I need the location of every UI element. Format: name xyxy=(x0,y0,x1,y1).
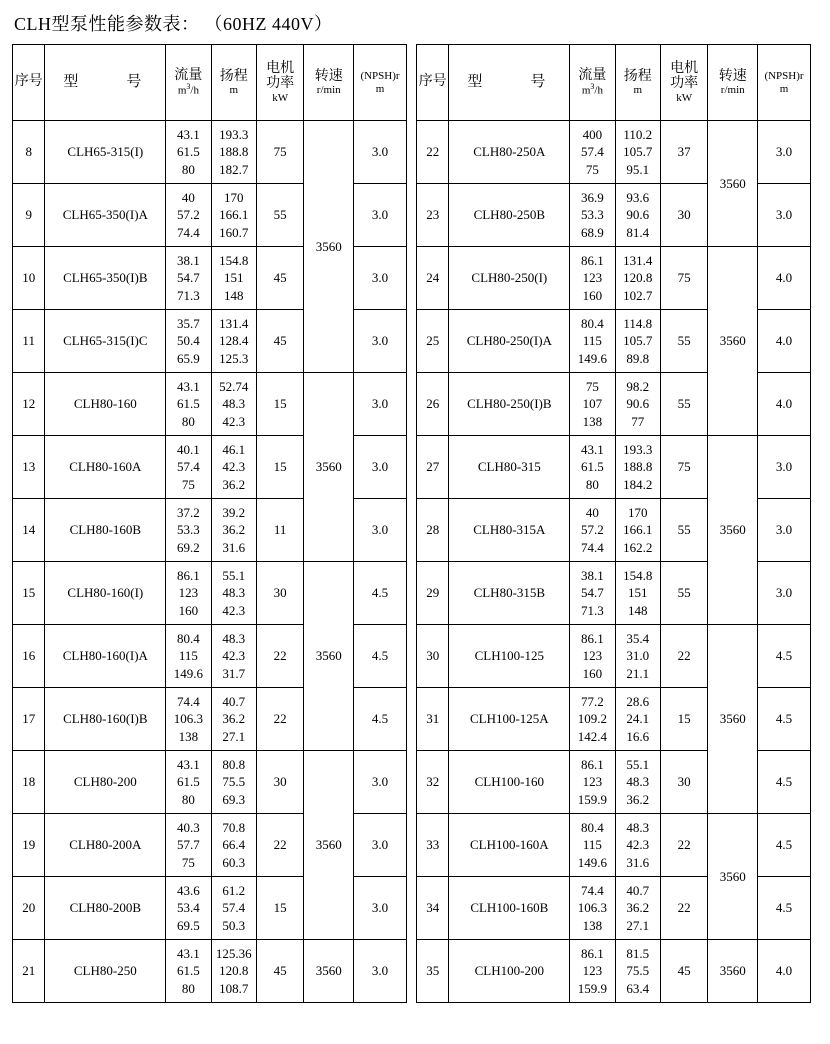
cell-npsh: 3.0 xyxy=(354,436,407,499)
cell-model: CLH65-350(I)B xyxy=(45,247,166,310)
cell-head: 48.3 42.3 31.6 xyxy=(615,814,660,877)
cell-speed: 3560 xyxy=(708,940,758,1003)
cell-power: 30 xyxy=(660,184,707,247)
cell-head: 170 166.1 160.7 xyxy=(211,184,256,247)
cell-model: CLH65-315(I) xyxy=(45,121,166,184)
cell-head: 114.8 105.7 89.8 xyxy=(615,310,660,373)
cell-seq: 10 xyxy=(13,247,45,310)
cell-power: 75 xyxy=(256,121,303,184)
cell-head: 131.4 120.8 102.7 xyxy=(615,247,660,310)
cell-npsh: 3.0 xyxy=(354,940,407,1003)
cell-head: 170 166.1 162.2 xyxy=(615,499,660,562)
cell-flow: 80.4 115 149.6 xyxy=(570,310,615,373)
cell-power: 30 xyxy=(256,562,303,625)
cell-npsh: 4.5 xyxy=(354,625,407,688)
header-power: 电机 功率 kW xyxy=(256,45,303,121)
cell-head: 193.3 188.8 182.7 xyxy=(211,121,256,184)
cell-head: 46.1 42.3 36.2 xyxy=(211,436,256,499)
cell-power: 22 xyxy=(660,877,707,940)
cell-npsh: 4.5 xyxy=(758,625,811,688)
cell-head: 40.7 36.2 27.1 xyxy=(211,688,256,751)
table-row xyxy=(13,373,407,436)
cell-npsh: 4.5 xyxy=(758,751,811,814)
table-body-left xyxy=(13,121,407,1003)
cell-model: CLH80-315 xyxy=(449,436,570,499)
cell-npsh: 4.5 xyxy=(354,688,407,751)
cell-seq: 20 xyxy=(13,877,45,940)
cell-flow: 35.7 50.4 65.9 xyxy=(166,310,211,373)
cell-flow: 38.1 54.7 71.3 xyxy=(166,247,211,310)
cell-power: 55 xyxy=(660,499,707,562)
cell-flow: 80.4 115 149.6 xyxy=(570,814,615,877)
performance-table-right xyxy=(416,44,811,1003)
cell-head: 154.8 151 148 xyxy=(615,562,660,625)
table-row xyxy=(417,121,811,184)
cell-model: CLH80-160B xyxy=(45,499,166,562)
cell-head: 55.1 48.3 42.3 xyxy=(211,562,256,625)
cell-npsh: 4.5 xyxy=(758,688,811,751)
cell-model: CLH100-125A xyxy=(449,688,570,751)
cell-model: CLH100-160B xyxy=(449,877,570,940)
header-speed: 转速 r/min xyxy=(708,45,758,121)
cell-speed: 3560 xyxy=(304,373,354,562)
cell-power: 37 xyxy=(660,121,707,184)
cell-flow: 40.3 57.7 75 xyxy=(166,814,211,877)
cell-head: 55.1 48.3 36.2 xyxy=(615,751,660,814)
cell-seq: 23 xyxy=(417,184,449,247)
cell-power: 75 xyxy=(660,247,707,310)
performance-table-left xyxy=(12,44,407,1003)
cell-seq: 15 xyxy=(13,562,45,625)
cell-flow: 75 107 138 xyxy=(570,373,615,436)
cell-speed: 3560 xyxy=(304,751,354,940)
cell-npsh: 3.0 xyxy=(354,121,407,184)
header-seq xyxy=(13,45,45,121)
cell-flow: 37.2 53.3 69.2 xyxy=(166,499,211,562)
cell-head: 193.3 188.8 184.2 xyxy=(615,436,660,499)
cell-seq: 32 xyxy=(417,751,449,814)
cell-flow: 43.1 61.5 80 xyxy=(166,373,211,436)
header-power-label: 电机 xyxy=(266,60,295,76)
cell-flow: 43.1 61.5 80 xyxy=(570,436,615,499)
cell-seq: 9 xyxy=(13,184,45,247)
cell-flow: 86.1 123 159.9 xyxy=(570,940,615,1003)
cell-npsh: 4.0 xyxy=(758,247,811,310)
cell-model: CLH65-315(I)C xyxy=(45,310,166,373)
header-flow-unit: $m^3/h$ xyxy=(177,82,199,97)
cell-flow: 74.4 106.3 138 xyxy=(166,688,211,751)
table-row xyxy=(417,247,811,310)
cell-power: 15 xyxy=(256,373,303,436)
cell-power: 22 xyxy=(256,625,303,688)
cell-seq: 28 xyxy=(417,499,449,562)
header-flow: 流量 $m^3/h$ xyxy=(570,45,615,121)
table-row xyxy=(417,625,811,688)
header-model: 型 号 xyxy=(45,45,166,121)
cell-seq: 11 xyxy=(13,310,45,373)
cell-speed: 3560 xyxy=(304,562,354,751)
cell-seq: 14 xyxy=(13,499,45,562)
cell-flow: 43.1 61.5 80 xyxy=(166,751,211,814)
cell-power: 45 xyxy=(256,310,303,373)
cell-npsh: 3.0 xyxy=(758,499,811,562)
cell-power: 55 xyxy=(660,373,707,436)
cell-flow: 43.6 53.4 69.5 xyxy=(166,877,211,940)
cell-speed: 3560 xyxy=(304,121,354,373)
cell-model: CLH80-200B xyxy=(45,877,166,940)
cell-flow: 40 57.2 74.4 xyxy=(570,499,615,562)
cell-model: CLH80-315B xyxy=(449,562,570,625)
table-row xyxy=(13,121,407,184)
cell-flow: 86.1 123 160 xyxy=(570,625,615,688)
cell-power: 30 xyxy=(660,751,707,814)
cell-seq: 24 xyxy=(417,247,449,310)
header-flow: 流量 $m^3/h$ xyxy=(166,45,211,121)
header-head: 扬程 m xyxy=(211,45,256,121)
header-seq-line1: 序号 xyxy=(14,74,43,90)
cell-power: 55 xyxy=(660,310,707,373)
cell-npsh: 3.0 xyxy=(758,121,811,184)
cell-seq: 21 xyxy=(13,940,45,1003)
cell-model: CLH80-160A xyxy=(45,436,166,499)
cell-npsh: 4.0 xyxy=(758,310,811,373)
cell-seq: 18 xyxy=(13,751,45,814)
cell-power: 22 xyxy=(660,625,707,688)
cell-power: 22 xyxy=(660,814,707,877)
header-model: 型 号 xyxy=(449,45,570,121)
cell-model: CLH80-200A xyxy=(45,814,166,877)
cell-power: 55 xyxy=(256,184,303,247)
cell-flow: 80.4 115 149.6 xyxy=(166,625,211,688)
cell-power: 45 xyxy=(256,940,303,1003)
cell-head: 39.2 36.2 31.6 xyxy=(211,499,256,562)
cell-seq: 34 xyxy=(417,877,449,940)
cell-npsh: 4.5 xyxy=(758,814,811,877)
cell-flow: 38.1 54.7 71.3 xyxy=(570,562,615,625)
table-row xyxy=(417,814,811,877)
cell-model: CLH80-250(I) xyxy=(449,247,570,310)
cell-flow: 86.1 123 160 xyxy=(166,562,211,625)
cell-model: CLH100-160A xyxy=(449,814,570,877)
header-power-label: 电机 xyxy=(670,60,699,76)
table-row xyxy=(417,436,811,499)
cell-npsh: 3.0 xyxy=(354,373,407,436)
cell-model: CLH80-160(I)A xyxy=(45,625,166,688)
cell-npsh: 3.0 xyxy=(758,184,811,247)
cell-power: 45 xyxy=(256,247,303,310)
cell-head: 48.3 42.3 31.7 xyxy=(211,625,256,688)
cell-model: CLH80-250 xyxy=(45,940,166,1003)
header-power-label2: 功率 xyxy=(266,76,295,92)
cell-npsh: 3.0 xyxy=(354,499,407,562)
cell-power: 75 xyxy=(660,436,707,499)
cell-head: 125.36 120.8 108.7 xyxy=(211,940,256,1003)
cell-speed: 3560 xyxy=(304,940,354,1003)
cell-flow: 43.1 61.5 80 xyxy=(166,940,211,1003)
cell-model: CLH65-350(I)A xyxy=(45,184,166,247)
cell-npsh: 3.0 xyxy=(354,751,407,814)
table-body-right xyxy=(417,121,811,1003)
cell-seq: 22 xyxy=(417,121,449,184)
cell-seq: 16 xyxy=(13,625,45,688)
table-header-left xyxy=(13,45,407,121)
cell-speed: 3560 xyxy=(708,625,758,814)
table-row xyxy=(13,562,407,625)
table-row xyxy=(13,940,407,1003)
table-header-right xyxy=(417,45,811,121)
page-title: CLH型泵性能参数表： （60HZ 440V） xyxy=(14,14,333,34)
cell-power: 22 xyxy=(256,814,303,877)
cell-power: 55 xyxy=(660,562,707,625)
cell-head: 93.6 90.6 81.4 xyxy=(615,184,660,247)
cell-seq: 33 xyxy=(417,814,449,877)
cell-npsh: 3.0 xyxy=(354,247,407,310)
header-speed: 转速 r/min xyxy=(304,45,354,121)
cell-npsh: 3.0 xyxy=(354,310,407,373)
cell-power: 15 xyxy=(256,877,303,940)
cell-speed: 3560 xyxy=(708,121,758,247)
header-flow-unit: $m^3/h$ xyxy=(581,82,603,97)
header-npsh: (NPSH)r m xyxy=(758,45,811,121)
cell-head: 98.2 90.6 77 xyxy=(615,373,660,436)
cell-flow: 77.2 109.2 142.4 xyxy=(570,688,615,751)
cell-npsh: 4.5 xyxy=(758,877,811,940)
cell-npsh: 4.0 xyxy=(758,373,811,436)
cell-power: 15 xyxy=(660,688,707,751)
cell-power: 11 xyxy=(256,499,303,562)
cell-model: CLH80-160 xyxy=(45,373,166,436)
cell-seq: 35 xyxy=(417,940,449,1003)
cell-flow: 86.1 123 159.9 xyxy=(570,751,615,814)
cell-seq: 27 xyxy=(417,436,449,499)
cell-model: CLH80-250(I)A xyxy=(449,310,570,373)
cell-seq: 25 xyxy=(417,310,449,373)
cell-model: CLH80-160(I) xyxy=(45,562,166,625)
cell-flow: 74.4 106.3 138 xyxy=(570,877,615,940)
cell-head: 40.7 36.2 27.1 xyxy=(615,877,660,940)
cell-model: CLH80-200 xyxy=(45,751,166,814)
table-row xyxy=(417,940,811,1003)
cell-npsh: 3.0 xyxy=(354,814,407,877)
cell-head: 154.8 151 148 xyxy=(211,247,256,310)
cell-seq: 30 xyxy=(417,625,449,688)
cell-npsh: 3.0 xyxy=(758,436,811,499)
cell-seq: 19 xyxy=(13,814,45,877)
cell-speed: 3560 xyxy=(708,436,758,625)
cell-model: CLH100-125 xyxy=(449,625,570,688)
cell-npsh: 4.5 xyxy=(354,562,407,625)
cell-flow: 86.1 123 160 xyxy=(570,247,615,310)
cell-npsh: 3.0 xyxy=(354,184,407,247)
cell-seq: 31 xyxy=(417,688,449,751)
tables-container xyxy=(0,44,830,1003)
cell-model: CLH100-160 xyxy=(449,751,570,814)
cell-flow: 400 57.4 75 xyxy=(570,121,615,184)
cell-head: 28.6 24.1 16.6 xyxy=(615,688,660,751)
cell-power: 22 xyxy=(256,688,303,751)
cell-model: CLH80-160(I)B xyxy=(45,688,166,751)
cell-head: 52.74 48.3 42.3 xyxy=(211,373,256,436)
cell-model: CLH80-315A xyxy=(449,499,570,562)
cell-head: 70.8 66.4 60.3 xyxy=(211,814,256,877)
header-head: 扬程 m xyxy=(615,45,660,121)
cell-seq: 17 xyxy=(13,688,45,751)
header-seq: 序号 xyxy=(417,45,449,121)
cell-power: 45 xyxy=(660,940,707,1003)
cell-flow: 43.1 61.5 80 xyxy=(166,121,211,184)
cell-model: CLH80-250B xyxy=(449,184,570,247)
cell-head: 35.4 31.0 21.1 xyxy=(615,625,660,688)
cell-head: 61.2 57.4 50.3 xyxy=(211,877,256,940)
cell-power: 30 xyxy=(256,751,303,814)
cell-npsh: 3.0 xyxy=(354,877,407,940)
cell-flow: 40.1 57.4 75 xyxy=(166,436,211,499)
cell-flow: 36.9 53.3 68.9 xyxy=(570,184,615,247)
cell-npsh: 4.0 xyxy=(758,940,811,1003)
header-power-label2: 功率 xyxy=(670,76,699,92)
table-row xyxy=(13,751,407,814)
header-power: 电机 功率 kW xyxy=(660,45,707,121)
cell-head: 131.4 128.4 125.3 xyxy=(211,310,256,373)
cell-model: CLH80-250(I)B xyxy=(449,373,570,436)
header-npsh: (NPSH)r m xyxy=(354,45,407,121)
cell-seq: 26 xyxy=(417,373,449,436)
cell-seq: 8 xyxy=(13,121,45,184)
cell-head: 80.8 75.5 69.3 xyxy=(211,751,256,814)
cell-head: 110.2 105.7 95.1 xyxy=(615,121,660,184)
cell-seq: 13 xyxy=(13,436,45,499)
cell-model: CLH100-200 xyxy=(449,940,570,1003)
cell-seq: 12 xyxy=(13,373,45,436)
cell-seq: 29 xyxy=(417,562,449,625)
cell-model: CLH80-250A xyxy=(449,121,570,184)
cell-npsh: 3.0 xyxy=(758,562,811,625)
cell-speed: 3560 xyxy=(708,814,758,940)
cell-flow: 40 57.2 74.4 xyxy=(166,184,211,247)
cell-speed: 3560 xyxy=(708,247,758,436)
cell-power: 15 xyxy=(256,436,303,499)
cell-head: 81.5 75.5 63.4 xyxy=(615,940,660,1003)
